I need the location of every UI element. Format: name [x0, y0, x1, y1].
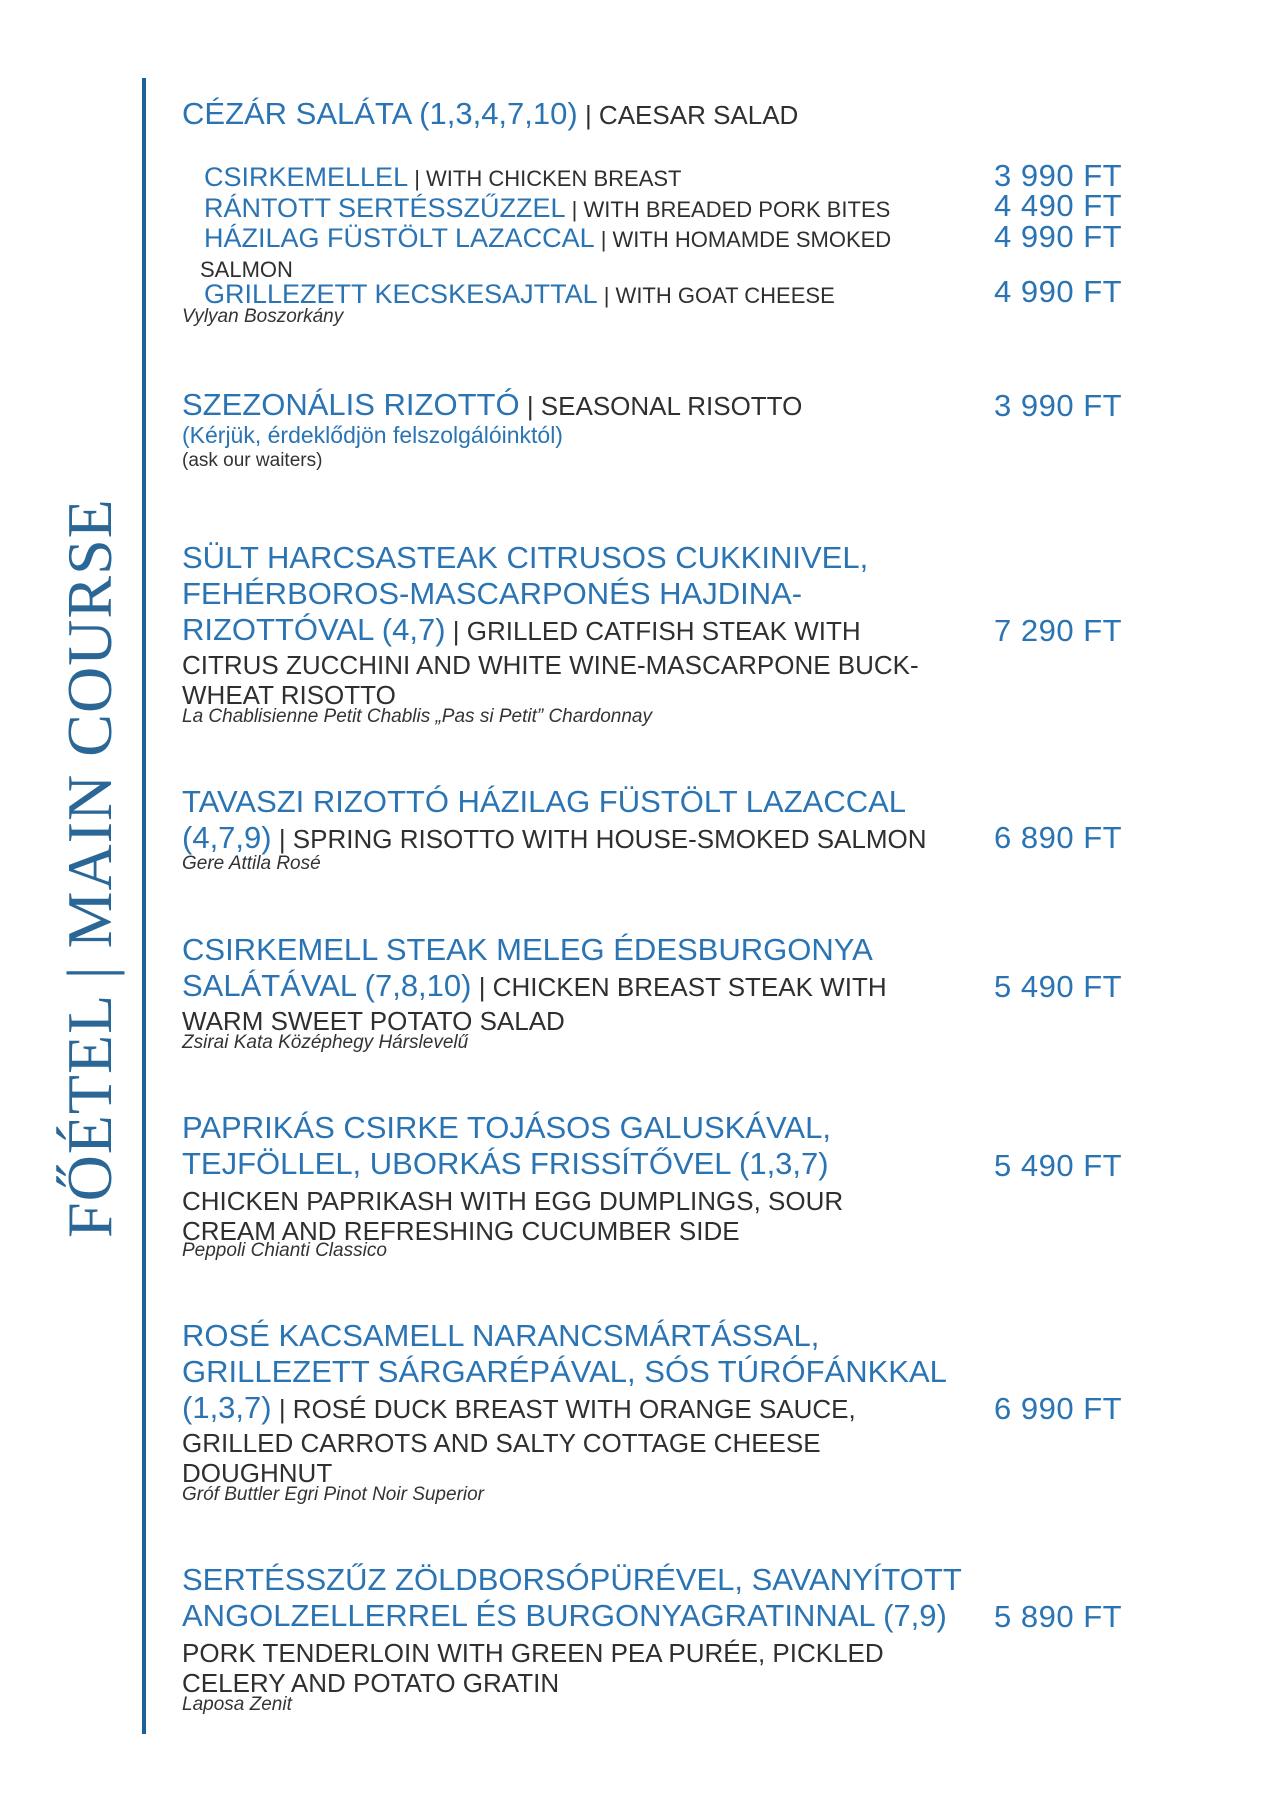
risotto-title: [182, 387, 802, 423]
dish-line-hu: SALÁTÁVAL (7,8,10): [182, 968, 472, 1003]
dish-line: [182, 784, 906, 820]
dish-line: [182, 1318, 819, 1354]
caesar-option-hu: CSIRKEMELLEL: [204, 162, 409, 192]
wine-pairing: Gróf Buttler Egri Pinot Noir Superior: [182, 1484, 485, 1505]
dish-line: [182, 1146, 829, 1182]
dish-line-en: | SPRING RISOTTO WITH HOUSE-SMOKED SALMON: [271, 824, 927, 854]
caesar-option-en: | WITH BREADED PORK BITES: [565, 197, 891, 222]
wine-pairing: Laposa Zenit: [182, 1694, 292, 1715]
dish-line-en: CITRUS ZUCCHINI AND WHITE WINE-MASCARPONE BUCK-: [182, 650, 919, 680]
dish-line: [182, 540, 868, 576]
dish-price: 5 890 FT: [994, 1599, 1123, 1634]
dish-line-en: DOUGHNUT: [182, 1458, 333, 1488]
caesar-option: [204, 193, 890, 224]
dish-line: [182, 1354, 947, 1390]
wine-pairing: La Chablisienne Petit Chablis „Pas si Petit” Chardonnay: [182, 706, 652, 727]
caesar-title-en: | CAESAR SALAD: [577, 100, 799, 130]
dish-line-hu: ROSÉ KACSAMELL NARANCSMÁRTÁSSAL,: [182, 1318, 820, 1353]
caesar-option-en: | WITH GOAT CHEESE: [597, 283, 835, 308]
caesar-option-en: | WITH HOMAMDE SMOKED: [594, 227, 892, 252]
dish-price: 7 290 FT: [994, 613, 1123, 648]
caesar-option-hu: HÁZILAG FÜSTÖLT LAZACCAL: [204, 223, 595, 253]
dish-line-hu: RIZOTTÓVAL (4,7): [182, 612, 446, 647]
dish-price: 5 490 FT: [994, 969, 1123, 1004]
dish-line-en: CELERY AND POTATO GRATIN: [182, 1668, 560, 1698]
dish-line-hu: FEHÉRBOROS-MASCARPONÉS HAJDINA-: [182, 576, 803, 611]
dish-price: 6 890 FT: [994, 820, 1123, 855]
risotto-note-hu: (Kérjük, érdeklődjön felszolgálóinktól): [182, 422, 563, 448]
dish-line-hu: ANGOLZELLERREL ÉS BURGONYAGRATINNAL (7,9): [182, 1598, 947, 1633]
dish-line-en: CREAM AND REFRESHING CUCUMBER SIDE: [182, 1216, 740, 1246]
caesar-option-price: 4 490 FT: [994, 188, 1123, 223]
caesar-option: [204, 162, 682, 193]
dish-line: [182, 968, 887, 1004]
caesar-title-hu: CÉZÁR SALÁTA (1,3,4,7,10): [182, 96, 578, 131]
risotto-price: 3 990 FT: [994, 388, 1123, 423]
dish-line: [182, 576, 802, 612]
dish-line-en: GRILLED CARROTS AND SALTY COTTAGE CHEESE: [182, 1428, 821, 1458]
caesar-option-en: | WITH CHICKEN BREAST: [408, 166, 682, 191]
dish-line-en: WHEAT RISOTTO: [182, 680, 396, 710]
dish-line-hu: SÜLT HARCSASTEAK CITRUSOS CUKKINIVEL,: [182, 540, 869, 575]
wine-pairing: Zsirai Kata Középhegy Hárslevelű: [182, 1032, 469, 1053]
dish-line-en: PORK TENDERLOIN WITH GREEN PEA PURÉE, PICKLED: [182, 1638, 884, 1668]
dish-line-en: WARM SWEET POTATO SALAD: [182, 1006, 565, 1036]
dish-line-hu: TAVASZI RIZOTTÓ HÁZILAG FÜSTÖLT LAZACCAL: [182, 784, 907, 819]
dish-line-en: | GRILLED CATFISH STEAK WITH: [445, 616, 861, 646]
wine-pairing: Vylyan Boszorkány: [182, 306, 344, 327]
dish-line-hu: CSIRKEMELL STEAK MELEG ÉDESBURGONYA: [182, 932, 873, 967]
caesar-option-en: SALMON: [200, 257, 293, 282]
dish-line-hu: SERTÉSSZŰZ ZÖLDBORSÓPÜRÉVEL, SAVANYÍTOTT: [182, 1562, 962, 1597]
caesar-title: [182, 96, 798, 132]
dish-line-hu: GRILLEZETT SÁRGARÉPÁVAL, SÓS TÚRÓFÁNKKAL: [182, 1354, 947, 1389]
dish-price: 6 990 FT: [994, 1391, 1123, 1426]
dish-line-en: | CHICKEN BREAST STEAK WITH: [471, 972, 887, 1002]
risotto-title-en: | SEASONAL RISOTTO: [519, 391, 803, 421]
dish-line: [182, 1598, 947, 1634]
caesar-option-hu: RÁNTOTT SERTÉSSZŰZZEL: [204, 193, 566, 223]
caesar-option-price: 3 990 FT: [994, 158, 1123, 193]
caesar-option-hu: GRILLEZETT KECSKESAJTTAL: [204, 279, 598, 309]
dish-line-hu: TEJFÖLLEL, UBORKÁS FRISSÍTŐVEL (1,3,7): [182, 1146, 829, 1181]
dish-line: [182, 820, 927, 856]
dish-line: [182, 1390, 856, 1426]
caesar-option-price: 4 990 FT: [994, 219, 1123, 254]
wine-pairing: Peppoli Chianti Classico: [182, 1240, 387, 1261]
caesar-option: [204, 223, 891, 254]
section-title: FŐÉTEL | MAIN COURSE: [54, 498, 125, 1238]
risotto-title-hu: SZEZONÁLIS RIZOTTÓ: [182, 387, 520, 422]
dish-line-hu: PAPRIKÁS CSIRKE TOJÁSOS GALUSKÁVAL,: [182, 1110, 831, 1145]
dish-line: [182, 1110, 831, 1146]
dish-price: 5 490 FT: [994, 1148, 1123, 1183]
dish-line: [182, 1562, 962, 1598]
dish-line: [182, 612, 861, 648]
caesar-option-price: 4 990 FT: [994, 274, 1123, 309]
vertical-divider: [142, 78, 146, 1734]
dish-line-en: | ROSÉ DUCK BREAST WITH ORANGE SAUCE,: [271, 1394, 856, 1424]
dish-line-hu: (4,7,9): [182, 820, 272, 855]
wine-pairing: Gere Attila Rosé: [182, 853, 321, 874]
dish-line: [182, 932, 873, 968]
dish-line-en: CHICKEN PAPRIKASH WITH EGG DUMPLINGS, SOUR: [182, 1186, 844, 1216]
risotto-note-en: (ask our waiters): [182, 450, 323, 471]
dish-line-hu: (1,3,7): [182, 1390, 272, 1425]
